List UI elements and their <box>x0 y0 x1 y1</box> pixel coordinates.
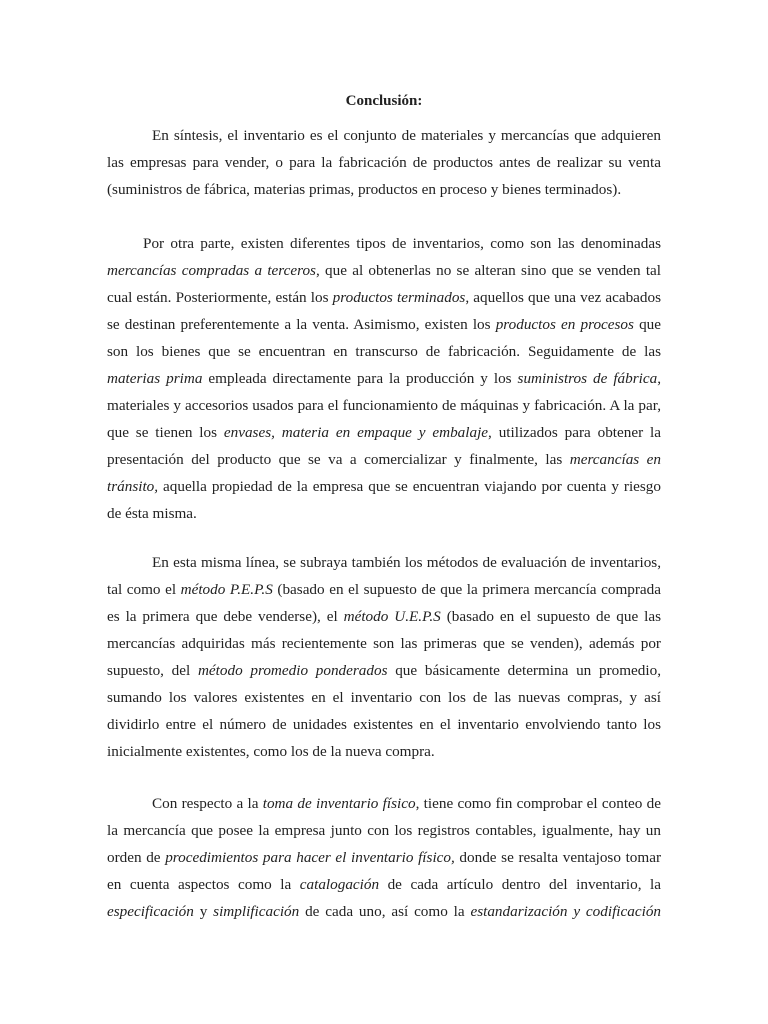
text-run: , <box>657 370 661 387</box>
text-line <box>107 312 661 338</box>
text-run: (basado en el supuesto de que la primera mercancía comprada <box>272 581 661 598</box>
text-run: es la primera que debe venderse), el <box>107 608 344 625</box>
text-run: (basado en el supuesto de que las <box>440 608 661 625</box>
text-run: (suministros de fábrica, materias primas, productos en proceso y bienes terminados). <box>107 181 622 198</box>
text-run: , tiene como fin comprobar el conteo de <box>415 795 661 812</box>
text-line <box>107 845 661 871</box>
text-run: y <box>193 903 214 920</box>
text-run: de cada uno, así como la <box>299 903 471 920</box>
text-line <box>107 899 661 925</box>
text-run: son los bienes que se encuentran en transcurso de fabricación. Seguidamente de las <box>107 343 661 360</box>
text-line <box>107 658 661 684</box>
text-line <box>107 150 661 176</box>
italic-term: productos en procesos <box>495 316 634 333</box>
text-run: donde se resalta ventajoso tomar <box>454 849 661 866</box>
italic-term: mercancías en <box>569 451 661 468</box>
text-run: se destinan preferentemente a la venta. Asimismo, existen los <box>107 316 496 333</box>
text-run: tal como el <box>107 581 181 598</box>
italic-term: procedimientos para hacer el inventario físico, <box>165 849 455 866</box>
text-line <box>107 474 661 500</box>
text-run: que se tienen los <box>107 424 224 441</box>
text-line <box>107 712 661 738</box>
text-line <box>107 872 661 898</box>
italic-term: tránsito, <box>107 478 159 495</box>
text-line <box>107 631 661 657</box>
text-line <box>107 604 661 630</box>
text-line <box>107 123 661 149</box>
text-run: Con respecto a la <box>152 795 263 812</box>
text-line <box>107 550 661 576</box>
text-run: En síntesis, el inventario es el conjunto de materiales y mercancías que adquieren <box>152 127 661 144</box>
text-run: supuesto, del <box>107 662 198 679</box>
text-run: cual están. Posteriormente, están los <box>107 289 333 306</box>
text-run: las empresas para vender, o para la fabricación de productos antes de realizar su venta <box>107 154 661 171</box>
text-line <box>107 420 661 446</box>
text-line <box>107 685 661 711</box>
text-line <box>107 177 661 203</box>
text-line <box>107 285 661 311</box>
text-run: dividirlo entre el número de unidades existentes en el inventario envolviendo tanto los <box>107 716 661 733</box>
text-run: orden de <box>107 849 166 866</box>
text-line <box>107 231 661 257</box>
italic-term: método P.E.P.S <box>180 581 273 598</box>
text-run: materiales y accesorios usados para el funcionamiento de máquinas y fabricación. A la par, <box>107 397 661 414</box>
text-run: , aquellos que una vez acabados <box>465 289 662 306</box>
italic-term: suministros de fábrica <box>517 370 658 387</box>
italic-term: simplificación <box>213 903 300 920</box>
text-run: de cada artículo dentro del inventario, la <box>379 876 661 893</box>
text-line <box>107 447 661 473</box>
text-line <box>107 739 661 765</box>
text-run: que básicamente determina un promedio, <box>387 662 661 679</box>
text-run: que <box>633 316 662 333</box>
text-line <box>107 339 661 365</box>
text-line <box>107 366 661 392</box>
text-run: en cuenta aspectos como la <box>107 876 300 893</box>
italic-term: materias prima <box>107 370 203 387</box>
text-line <box>107 258 661 284</box>
italic-term: especificación <box>107 903 194 920</box>
text-run: aquella propiedad de la empresa que se encuentran viajando por cuenta y riesgo <box>158 478 661 495</box>
text-run: presentación del producto que se va a comercializar y finalmente, las <box>107 451 570 468</box>
text-line <box>107 791 661 817</box>
text-run: sumando los valores existentes en el inventario con los de las nuevas compras, y así <box>107 689 661 706</box>
text-line <box>107 501 661 527</box>
text-line <box>107 818 661 844</box>
italic-term: método U.E.P.S <box>343 608 441 625</box>
text-run: mercancías adquiridas más recientemente son las primeras que se venden), además por <box>107 635 661 652</box>
italic-term: mercancías compradas a terceros <box>107 262 316 279</box>
italic-term: toma de inventario físico <box>262 795 416 812</box>
text-run: inicialmente existentes, como los de la nueva compra. <box>107 743 435 760</box>
italic-term: catalogación <box>299 876 380 893</box>
text-line <box>107 577 661 603</box>
italic-term: método promedio ponderados <box>197 662 388 679</box>
text-line <box>107 393 661 419</box>
text-run: la mercancía que posee la empresa junto con los registros contables, igualmente, hay un <box>107 822 661 839</box>
text-run: , que al obtenerlas no se alteran sino que se venden tal <box>315 262 662 279</box>
text-run: Por otra parte, existen diferentes tipos de inventarios, como son las denominadas <box>143 235 661 252</box>
text-run: de ésta misma. <box>107 505 197 522</box>
italic-term: estandarización y codificación <box>470 903 662 920</box>
text-run: En esta misma línea, se subraya también los métodos de evaluación de inventarios, <box>152 554 661 571</box>
text-run: empleada directamente para la producción y los <box>202 370 518 387</box>
document-title: Conclusión: <box>345 93 423 109</box>
text-run: , utilizados para obtener la <box>488 424 661 441</box>
italic-term: productos terminados <box>332 289 466 306</box>
italic-term: envases, materia en empaque y embalaje <box>223 424 489 441</box>
